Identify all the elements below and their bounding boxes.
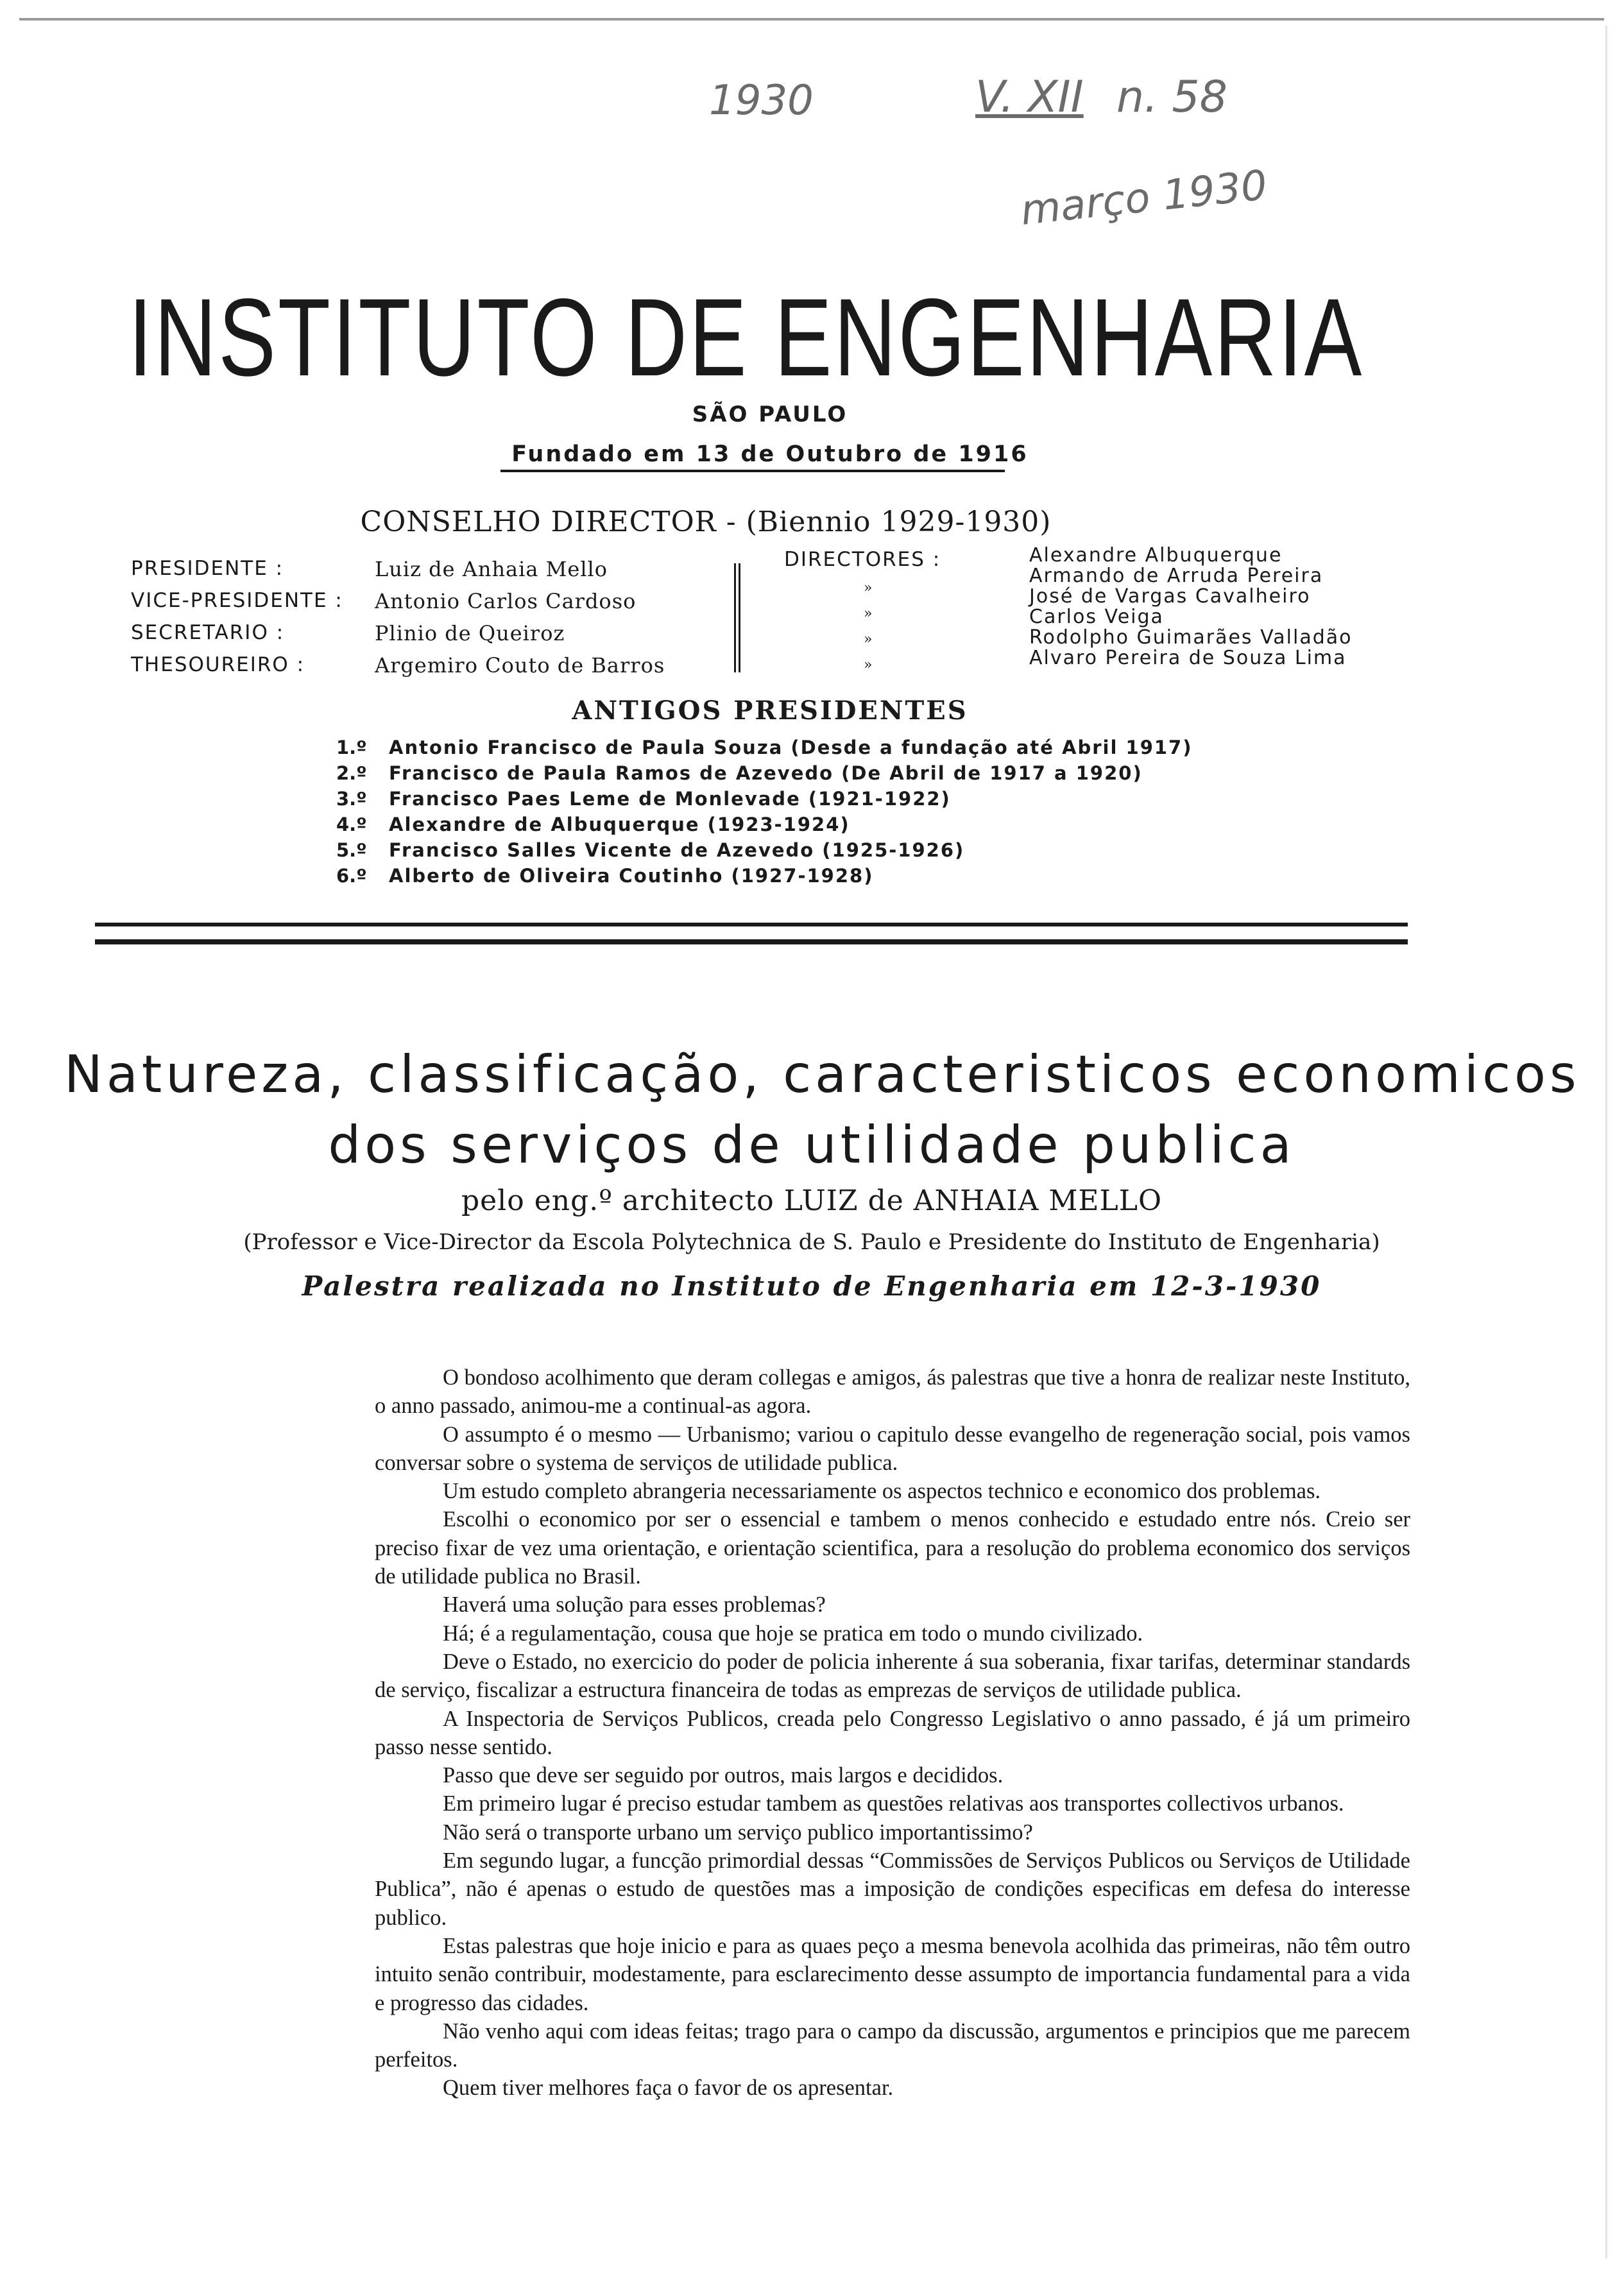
paragraph: O bondoso acolhimento que deram collegas e amigos, ás palestras que tive a honra de realizar neste Instituto, o anno passado, animou-me a continual-as agora. bbox=[375, 1365, 1410, 1419]
president-entry: Antonio Francisco de Paula Souza (Desde a fundação até Abril 1917) bbox=[389, 737, 1193, 758]
page-edge-shadow bbox=[1605, 26, 1607, 2258]
council-title: CONSELHO DIRECTOR - (Biennio 1929-1930) bbox=[360, 506, 1052, 538]
paragraph: Passo que deve ser seguido por outros, mais largos e decididos. bbox=[443, 1763, 1004, 1788]
paragraph: Não venho aqui com ideas feitas; trago para o campo da discussão, argumentos e principios que me parecem perfeitos. bbox=[375, 2018, 1410, 2072]
president-number: 6.º bbox=[336, 865, 367, 887]
officer-name: Argemiro Couto de Barros bbox=[375, 653, 665, 678]
article-title-line2: dos serviços de utilidade publica bbox=[328, 1115, 1295, 1175]
article-title-line1: Natureza, classificação, caracteristicos economicos bbox=[64, 1045, 1580, 1104]
article-talk-note: Palestra realizada no Instituto de Engenharia em 12-3-1930 bbox=[302, 1270, 1322, 1302]
officer-role: VICE-PRESIDENTE : bbox=[131, 589, 343, 612]
officer-name: Plinio de Queiroz bbox=[375, 621, 565, 645]
article-author: pelo eng.º architecto LUIZ de ANHAIA MELLO bbox=[461, 1184, 1163, 1217]
director-name: Alvaro Pereira de Souza Lima bbox=[1029, 647, 1347, 669]
handwritten-volume: V. XII bbox=[975, 72, 1084, 123]
officer-role: SECRETARIO : bbox=[131, 621, 285, 644]
top-border-line bbox=[19, 18, 1604, 21]
paragraph: Haverá uma solução para esses problemas? bbox=[443, 1592, 826, 1617]
paragraph: Um estudo completo abrangeria necessariamente os aspectos technico e economico dos problemas. bbox=[443, 1479, 1321, 1504]
founded-line: Fundado em 13 de Outubro de 1916 bbox=[511, 441, 1029, 467]
column-divider bbox=[734, 563, 736, 672]
paragraph: Em primeiro lugar é preciso estudar tambem as questões relativas aos transportes collectivos urbanos. bbox=[443, 1791, 1344, 1816]
president-entry: Alberto de Oliveira Coutinho (1927-1928) bbox=[389, 865, 874, 887]
officer-name: Luiz de Anhaia Mello bbox=[375, 557, 608, 581]
city-label: SÃO PAULO bbox=[692, 402, 848, 427]
president-number: 1.º bbox=[336, 737, 367, 758]
section-divider-thin bbox=[95, 923, 1408, 926]
paragraph: Quem tiver melhores faça o favor de os apresentar. bbox=[443, 2076, 894, 2101]
president-entry: Alexandre de Albuquerque (1923-1924) bbox=[389, 814, 850, 835]
article-body bbox=[375, 1363, 1410, 2103]
ditto-mark: » bbox=[864, 606, 873, 622]
paragraph: Escolhi o economico por ser o essencial e tambem o menos conhecido e estudado entre nós. Creio ser preciso fixar de vez uma orientação, e orientação scientifica, para a resolução do problema economico dos serviços de utilidade publica no Brasil. bbox=[375, 1507, 1410, 1589]
handwritten-year: 1930 bbox=[709, 77, 814, 124]
section-divider-thick bbox=[95, 939, 1408, 944]
founded-underline bbox=[500, 470, 1005, 472]
paragraph: O assumpto é o mesmo — Urbanismo; variou o capitulo desse evangelho de regeneração social, pois vamos conversar sobre o systema de serviços de utilidade publica. bbox=[375, 1422, 1410, 1475]
handwritten-date: março 1930 bbox=[1018, 162, 1270, 235]
paragraph: A Inspectoria de Serviços Publicos, creada pelo Congresso Legislativo o anno passado, é já um primeiro passo nesse sentido. bbox=[375, 1706, 1410, 1759]
paragraph: Em segundo lugar, a funcção primordial dessas “Commissões de Serviços Publicos ou Serviços de Utilidade Publica”, não é apenas o estudo de questões mas a imposição de condições especificas em defesa do interesse publico. bbox=[375, 1848, 1410, 1930]
president-number: 2.º bbox=[336, 762, 367, 784]
directors-label: DIRECTORES : bbox=[784, 548, 941, 571]
president-number: 3.º bbox=[336, 788, 367, 810]
ditto-mark: » bbox=[864, 631, 873, 647]
paragraph: Não será o transporte urbano um serviço publico importantissimo? bbox=[443, 1820, 1033, 1845]
institute-title: INSTITUTO DE ENGENHARIA bbox=[128, 276, 1364, 399]
officer-name: Antonio Carlos Cardoso bbox=[375, 589, 637, 613]
paragraph: Deve o Estado, no exercicio do poder de policia inherente á sua soberania, fixar tarifas, determinar standards de serviço, fiscalizar a estructura financeira de todas as emprezas de serviços de utilidade publica. bbox=[375, 1649, 1410, 1703]
president-number: 4.º bbox=[336, 814, 367, 835]
director-name: Alexandre Albuquerque bbox=[1029, 544, 1283, 567]
ditto-mark: » bbox=[864, 580, 873, 596]
handwritten-number: n. 58 bbox=[1116, 72, 1227, 123]
officer-role: THESOUREIRO : bbox=[131, 653, 305, 676]
president-entry: Francisco Salles Vicente de Azevedo (1925-1926) bbox=[389, 839, 965, 861]
paragraph: Há; é a regulamentação, cousa que hoje se pratica em todo o mundo civilizado. bbox=[443, 1621, 1143, 1646]
president-entry: Francisco de Paula Ramos de Azevedo (De Abril de 1917 a 1920) bbox=[389, 762, 1143, 784]
paragraph: Estas palestras que hoje inicio e para as quaes peço a mesma benevola acolhida das primeiras, não têm outro intuito senão contribuir, modestamente, para esclarecimento desse assumpto de importancia fundamental para a vida e progresso das cidades. bbox=[375, 1933, 1410, 2015]
president-entry: Francisco Paes Leme de Monlevade (1921-1922) bbox=[389, 788, 951, 810]
column-divider bbox=[739, 563, 740, 672]
article-affiliation: (Professor e Vice-Director da Escola Polytechnica de S. Paulo e Presidente do Instituto de Engenharia) bbox=[243, 1229, 1380, 1255]
ditto-mark: » bbox=[864, 657, 873, 673]
director-name: Armando de Arruda Pereira bbox=[1029, 565, 1324, 587]
officer-role: PRESIDENTE : bbox=[131, 557, 284, 580]
director-name: Carlos Veiga bbox=[1029, 606, 1164, 628]
president-number: 5.º bbox=[336, 839, 367, 861]
former-presidents-title: ANTIGOS PRESIDENTES bbox=[572, 696, 968, 726]
director-name: Rodolpho Guimarães Valladão bbox=[1029, 626, 1353, 649]
director-name: José de Vargas Cavalheiro bbox=[1029, 585, 1311, 608]
